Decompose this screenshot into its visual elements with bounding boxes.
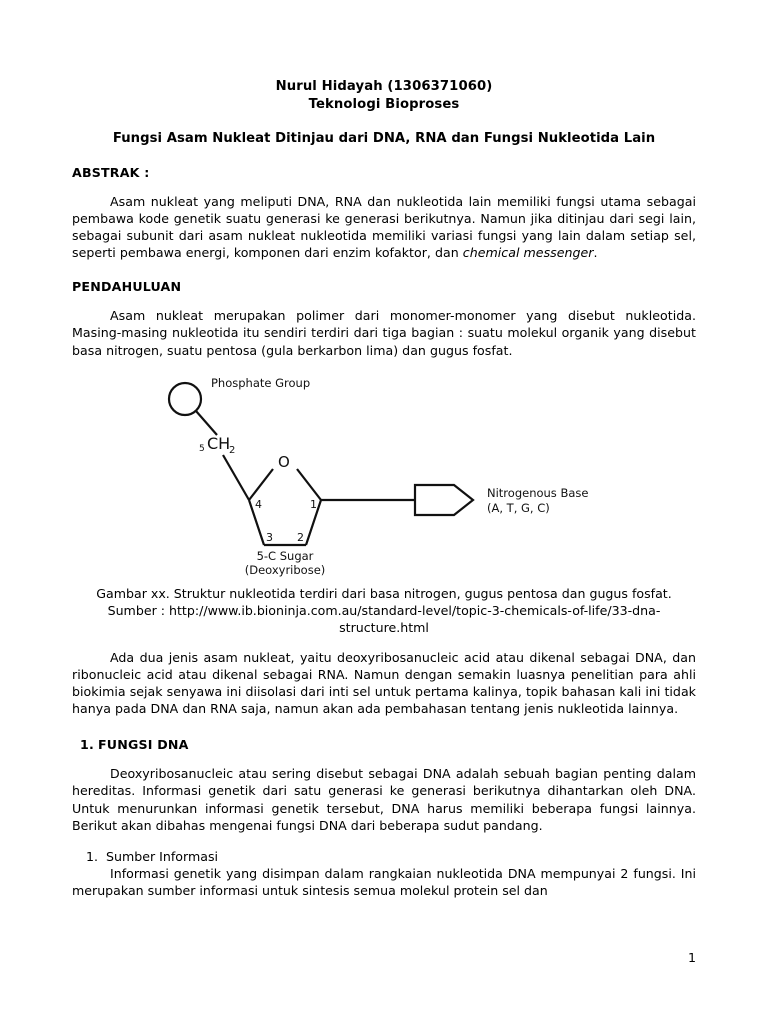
ring-position-1-label: 1 (310, 497, 317, 511)
author-block (72, 78, 696, 113)
figure-caption: Gambar xx. Struktur nukleotida terdiri dari basa nitrogen, gugus pentosa dan gugus fosfat. (96, 585, 672, 601)
abstract-text-part2: . (593, 245, 598, 261)
document-content (72, 78, 696, 899)
nitrogenous-base-label-line1: Nitrogenous Base (487, 485, 589, 500)
ring-bond-c4-o (249, 469, 273, 500)
ring-position-4-label: 4 (255, 497, 262, 511)
page-number: 1 (687, 950, 696, 965)
abstract-heading: ABSTRAK : (72, 165, 150, 180)
subsection-heading (86, 848, 696, 865)
ring-position-2-label: 2 (297, 530, 304, 544)
section-title: FUNGSI DNA (98, 737, 189, 753)
introduction-paragraph-2: Ada dua jenis asam nukleat, yaitu deoxyribosanucleic acid atau dikenal sebagai DNA, dan ribonucleic acid atau dikenal sebagai RNA. Namun dengan semakin luasnya penelitian para ahli biokimia sejak senyawa ini diisolasi dari inti sel untuk pertama kalinya, topik bahasan kali ini tidak hanya pada DNA dan RNA saja, namun akan ada pembahasan tentang jenis nukleotida lainnya. (72, 649, 696, 717)
ch2-label: CH (207, 433, 231, 453)
abstract-paragraph (72, 193, 696, 261)
figure-source: Sumber : http://www.ib.bioninja.com.au/standard-level/topic-3-chemicals-of-life/33-dna-structure.html (107, 602, 661, 635)
ring-position-3-label: 3 (266, 530, 273, 544)
section-number: 1. (80, 737, 94, 753)
nucleotide-diagram (169, 373, 599, 577)
sugar-label-line1: 5-C Sugar (256, 548, 314, 563)
author-name: Nurul Hidayah (1306371060) (275, 79, 493, 94)
nitrogenous-base-label-line2: (A, T, G, C) (487, 500, 550, 515)
subsection-paragraph: Informasi genetik yang disimpan dalam rangkaian nukleotida DNA mempunyai 2 fungsi. Ini merupakan sumber informasi untuk sintesis semua molekul protein sel dan (72, 865, 696, 898)
carbon-5-label: 5 (199, 443, 205, 454)
section-heading-fungsi-dna (72, 737, 696, 752)
nitrogenous-base-shape (415, 485, 473, 515)
bond-phosphate-ch2 (196, 411, 217, 435)
ring-bond-o-c1 (297, 469, 321, 500)
introduction-paragraph-1: Asam nukleat merupakan polimer dari monomer-monomer yang disebut nukleotida. Masing-masing nukleotida itu sendiri terdiri dari tiga bagian : suatu molekul organik yang disebut basa nitrogen, suatu pentosa (gula berkarbon lima) dan gugus fosfat. (72, 308, 696, 358)
phosphate-group-label: Phosphate Group (211, 375, 311, 390)
subsection-sumber-informasi (72, 848, 696, 899)
figure-nucleotide-structure (72, 373, 696, 636)
subsection-number: 1. (86, 848, 99, 864)
phosphate-group-circle (169, 383, 201, 415)
section-dna-paragraph-1: Deoxyribosanucleic atau sering disebut sebagai DNA adalah sebuah bagian penting dalam hereditas. Informasi genetik dari satu generasi ke generasi berikutnya dihantarkan oleh DNA. Untuk menurunkan informasi genetik tersebut, DNA harus memiliki beberapa fungsi lainnya. Berikut akan dibahas mengenai fungsi DNA dari beberapa sudut pandang. (72, 766, 696, 833)
ch2-subscript-label: 2 (229, 444, 236, 456)
page-title: Fungsi Asam Nukleat Ditinjau dari DNA, RNA dan Fungsi Nukleotida Lain (112, 131, 656, 146)
subsection-title: Sumber Informasi (106, 848, 219, 864)
abstract-text-part1: Asam nukleat yang meliputi DNA, RNA dan nukleotida lain memiliki fungsi utama sebagai pembawa kode genetik suatu generasi ke generasi berikutnya. Namun jika ditinjau dari segi lain, sebagai subunit dari asam nukleat nukleotida memiliki variasi fungsi yang lain dalam setiap sel, seperti pembawa energi, komponen dari enzim kofaktor, dan (72, 194, 696, 261)
introduction-heading: PENDAHULUAN (72, 279, 182, 295)
abstract-text-italic: chemical messenger (462, 245, 594, 261)
bond-ch2-c4 (223, 455, 249, 500)
sugar-label-line2: (Deoxyribose) (244, 562, 326, 577)
author-program: Teknologi Bioproses (308, 96, 460, 112)
ring-oxygen-label: O (278, 452, 290, 471)
